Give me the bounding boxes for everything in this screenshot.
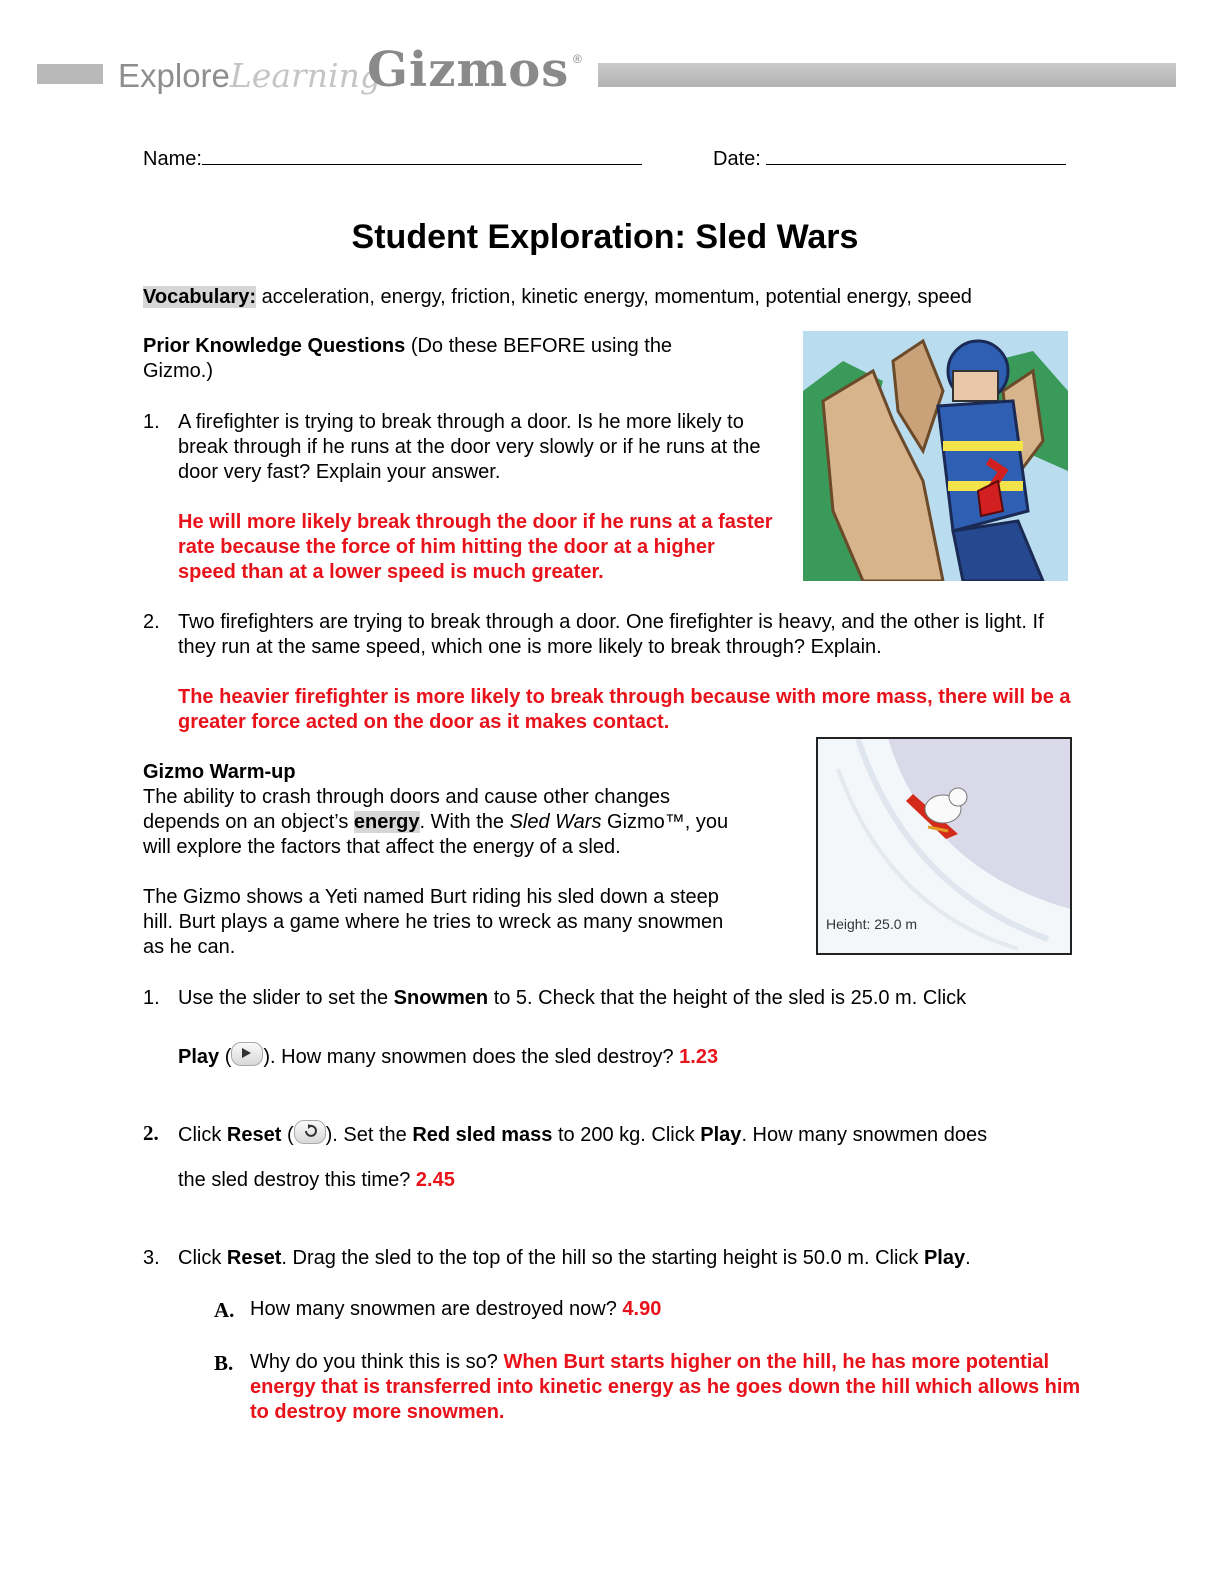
q3a-text: How many snowmen are destroyed now? — [250, 1298, 617, 1320]
q3b-text: Why do you think this is so? — [250, 1351, 498, 1373]
warmup-sled-wars: Sled Wars — [509, 811, 602, 833]
q2-play-label: Play — [700, 1124, 742, 1146]
q3-text-b: . Drag the sled to the top of the hill so the starting height is 50.0 m. Click — [281, 1247, 919, 1269]
q1-paren-open: ( — [224, 1046, 232, 1068]
q2-reset-label: Reset — [226, 1124, 282, 1146]
sled-height-label: Height: 25.0 m — [826, 916, 918, 932]
q1-answer: 1.23 — [679, 1046, 719, 1068]
q2-text-f: the sled destroy this time? — [178, 1169, 411, 1191]
q2-text-c: ). Set the — [325, 1124, 407, 1146]
activity-q3-text — [178, 1246, 1098, 1271]
q3b-answer: When Burt starts higher on the hill, he has more potential energy that is transferred into kinetic energy as he goes down the hill which allows him to destroy more snowmen. — [250, 1351, 1081, 1423]
q2-text-a: Click — [178, 1124, 222, 1146]
q2-answer: 2.45 — [415, 1169, 455, 1191]
q3-play-label: Play — [923, 1247, 966, 1269]
firefighter-image — [803, 331, 1068, 581]
warmup-p1-b: . With the — [419, 811, 504, 833]
activity-q1-number: 1. — [143, 987, 160, 1009]
name-line[interactable] — [202, 144, 642, 165]
q2-text-d: to 200 kg. Click — [557, 1124, 695, 1146]
vocabulary-terms: acceleration, energy, friction, kinetic energy, momentum, potential energy, speed — [261, 286, 972, 308]
activity-q2-line2 — [178, 1168, 1098, 1193]
q3-text-a: Click — [178, 1247, 222, 1269]
header-bar-right — [598, 63, 1176, 87]
activity-q2-number: 2. — [143, 1121, 159, 1145]
reset-icon[interactable] — [294, 1120, 326, 1144]
prior-heading-note: (Do these BEFORE using the Gizmo.) — [143, 335, 673, 382]
date-line[interactable] — [766, 144, 1066, 165]
prior-q1-number: 1. — [143, 411, 160, 433]
q3a-line — [250, 1297, 1090, 1322]
q1-text-a: Use the slider to set the — [178, 987, 389, 1009]
prior-q1-text: A firefighter is trying to break through a door. Is he more likely to break through if he runs at the door very slowly or if he runs at the door very fast? Explain your answer. — [178, 411, 761, 483]
warmup-paragraph-1 — [143, 785, 743, 860]
prior-heading-text: Prior Knowledge Questions — [143, 335, 406, 357]
q1-snowmen: Snowmen — [393, 987, 489, 1009]
warmup-paragraph-2: The Gizmo shows a Yeti named Burt riding his sled down a steep hill. Burt plays a game where he tries to wreck as many snowmen as he can. — [143, 886, 724, 958]
date-label: Date: — [713, 148, 761, 170]
prior-knowledge-heading — [143, 334, 743, 384]
registered-mark: ® — [573, 52, 582, 66]
warmup-heading: Gizmo Warm-up — [143, 761, 296, 783]
q3-text-c: . — [965, 1247, 971, 1269]
warmup-p1-c: Gizmo™, you will explore the factors that affect the energy of a sled. — [143, 811, 729, 858]
q3a-letter: A. — [214, 1298, 235, 1322]
activity-q1-line2 — [178, 1042, 1098, 1070]
sled-wars-image — [816, 737, 1072, 955]
q3b-block — [250, 1350, 1090, 1425]
gizmos-logo: Gizmos — [367, 42, 570, 98]
header-bar-left — [37, 64, 103, 84]
q3-reset-label: Reset — [226, 1247, 282, 1269]
warmup-energy-term: energy — [353, 811, 420, 833]
activity-q1-line1 — [178, 986, 1098, 1011]
warmup-p1-a: The ability to crash through doors and cause other changes depends on an object’s — [143, 786, 670, 833]
play-icon[interactable] — [231, 1042, 263, 1066]
q1-text-c: to 5. Check that the height of the sled is 25.0 m. Click — [493, 987, 967, 1009]
activity-q2-line1 — [178, 1120, 1098, 1148]
name-label: Name: — [143, 148, 202, 170]
explorelearning-logo: ExploreLearning — [118, 56, 381, 95]
prior-q2-answer: The heavier firefighter is more likely to break through because with more mass, there will be a greater force acted on the door as it makes contact. — [178, 686, 1071, 733]
name-field[interactable] — [143, 144, 642, 172]
q2-text-e: . How many snowmen does — [741, 1124, 988, 1146]
prior-q2-text: Two firefighters are trying to break through a door. One firefighter is heavy, and the other is light. If they run at the same speed, which one is more likely to break through? Explain. — [178, 611, 1044, 658]
q2-mass-label: Red sled mass — [412, 1124, 553, 1146]
date-field[interactable] — [713, 144, 1066, 172]
q3a-answer: 4.90 — [622, 1298, 662, 1320]
q1-play-label: Play — [178, 1046, 220, 1068]
prior-q1-answer: He will more likely break through the door if he runs at a faster rate because the force of him hitting the door at a higher speed than at a lower speed is much greater. — [178, 511, 773, 583]
page-title: Student Exploration: Sled Wars — [351, 218, 859, 256]
q2-paren-open: ( — [286, 1124, 294, 1146]
prior-q2-number: 2. — [143, 611, 160, 633]
q3b-letter: B. — [214, 1351, 234, 1375]
vocabulary-line — [143, 285, 1103, 310]
q1-text-e: ). How many snowmen does the sled destroy? — [263, 1046, 674, 1068]
vocabulary-label: Vocabulary: — [143, 286, 256, 308]
activity-q3-number: 3. — [143, 1247, 160, 1269]
